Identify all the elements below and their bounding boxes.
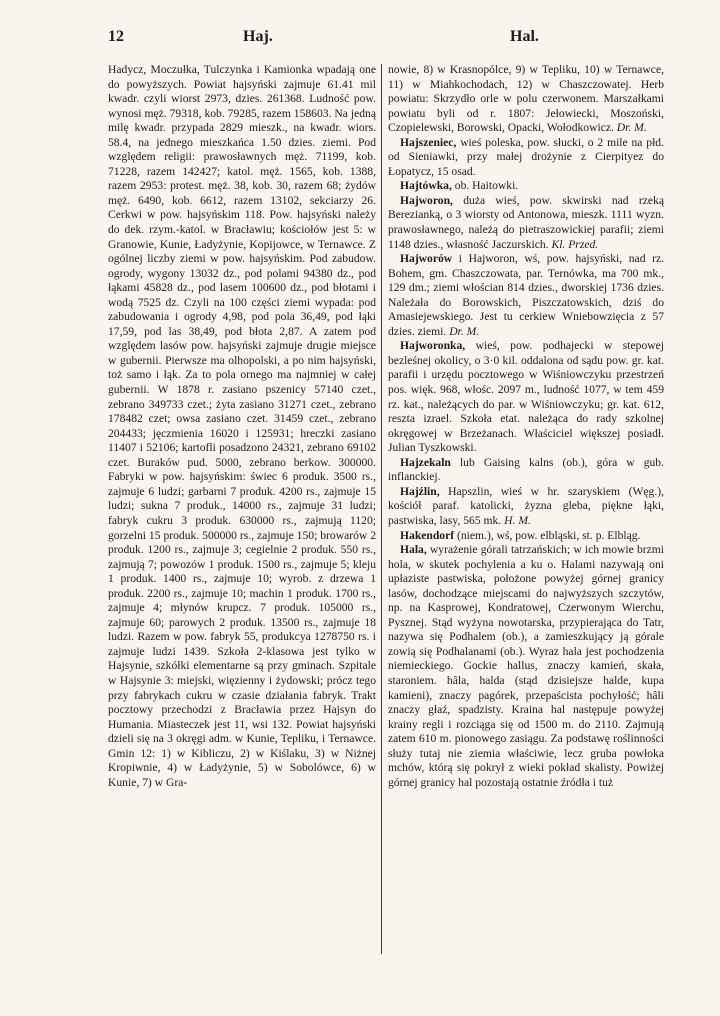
dictionary-entry [388, 63, 664, 136]
entry-text: wieś poleska, pow. słucki, o 2 mile na płd. od Sieniawki, przy małej drożynie z Cierpityez do Łopatycz, 15 osad. [388, 135, 664, 178]
entry-signature: Dr. M. [616, 121, 647, 135]
dictionary-entry [388, 136, 664, 180]
dictionary-entry [388, 252, 664, 339]
entry-term: Hajworon, [400, 193, 453, 207]
entry-text: ob. Haitowki. [454, 179, 519, 193]
entry-term: Hajtówka, [400, 179, 452, 193]
page-header [108, 28, 668, 52]
left-paragraph: Hadycz, Moczułka, Tulczynka i Kamionka wpadają one do powyższych. Powiat hajsyński zajmuje 61.41 mil kwadr. czyli wiorst 2973, dzies. 261368. Ludność pow. wynosi męż. 79318, kob. 79285, razem 158603. Na jedną milę kwadr. przypada 2829 mieszk., na kwadr. wiors. 58.4, na jednego mieszkańca 1.50 dzies. ziemi. Pod względem religii: prawosławnych męż. 71199, kob. 71228, razem 142427; katol. męż. 1565, kob. 1388, razem 2953: protest. męż. 38, kob. 30, razem 68; żydów męż. 6490, kob. 6612, razem 13102, sekciarzy 26. Cerkwi w pow. hajsyńskim 118. Pow. hajsyński należy do dek. rzym.-katol. w Bracławiu; kościołów jest 5: w Granowie, Kunie, Ładyżynie, Kopijowce, w Ternawce. Z ogólnej liczby ziemi w pow. hajsyńskim. Pod zabudow. ogrody, wygony 13032 dz., pod polami 94380 dz., pod łąkami 45828 dz., pod lasem 100600 dz., pod błotami i wodą 7525 dz. Czyli na 100 części ziemi wypada: pod zabudowania i ogrody 4,98, pod pola 36,49, pod łąki 17,59, pod las 38,49, pod błota 2,87. A zatem pod względem lasów pow. hajsyński zajmuje drugie miejsce w gubernii. Pierwsze ma olhopolski, a po nim hajsyński, toż samo i łąk. Za to pola ornego ma najmniej w całej gubernii. W 1878 r. zasiano pszenicy 57140 czet., zebrano 349733 czet.; żyta zasiano 31271 czet., zebrano 178482 czet; owsa zasiano czet. 31459 czet., zebrano 204433; jęczmienia 16020 i 125931; hreczki zasiano 11407 i 52106; kartofli posadzono 24321, zebrano 69102 czet. Buraków pud. 5000, zebrano berkow. 300000. Fabryki w pow. hajsyńskim: świec 6 produk. 3500 rs., zajmuje 6 ludzi; garbarni 7 produk. 4200 rs., zajmuje 15 ludzi; sukna 7 produk., 14000 rs., zajmuje 31 ludzi; fabryk cukru 3 produk. 630000 rs., zajmują 1120; gorzelni 15 produk. 500000 rs., zajmuje 150; browarów 2 produk. 1200 rs., zajmuje 3; cegielnie 2 produk. 550 rs., zajmują 7; powozów 1 produk. 1500 rs., zajmuje 5; kleju 1 produk. 1400 rs., zajmuje 10; wyrob. z drzewa 1 produk. 2200 rs., zajmuje 10; machin 1 produk. 1700 rs., zajmuje 4; młynów krupcz. 7 produk. 105000 rs., zajmuje 60; parowych 2 produk. 13500 rs., zajmuje 18 ludzi. Razem w pow. fabryk 55, produkcya 1278750 rs. i zajmuje ludzi 1439. Szkoła 2-klasowa jest tylko w Hajsynie, szkółki elementarne są przy gminach. Szpitale w Hajsynie 3: miejski, więzienny i żydowski; prócz tego przy fabrykach cukru w czasie działania fabryk. Trakt pocztowy przechodzi z Bracławia przez Hajsyn do Humania. Miasteczek jest 11, wsi 132. Powiat hajsyński dzieli się na 3 okręgi adm. w Kunie, Tepliku, i Ternawce. Gmin 12: 1) w Kibliczu, 2) w Kiślaku, 3) w Niżnej Kropiwnie, 4) w Ładyżynie, 5) w Sobolówce, 6) w Kunie, 7) w Gra- [108, 63, 376, 789]
entry-term: Hajworów [400, 252, 453, 266]
entry-text: Hapszlin, wieś w hr. szaryskiem (Węg.), kościół paraf. katolicki, żyzna gleba, piękne łąki, pastwiska, lasy, 565 mk. [388, 484, 664, 527]
entry-term: Hajszeniec, [400, 135, 457, 149]
entry-text: lub Gaising kalns (ob.), góra w gub. inflanckiej. [388, 455, 664, 484]
dictionary-entry [388, 194, 664, 252]
entry-text: nowie, 8) w Krasnopólce, 9) w Tepliku, 10) w Ternawce, 11) w Miahkochodach, 12) w Chaszczowatej. Herb powiatu: Skrzydło orle w polu czerwonem. Marszałkami powiatu byli od r. 1807: Jełowiecki, Moszoński, Czopielewski, Borowski, Opacki, Wołodkowicz. [388, 63, 664, 135]
entry-term: Hajworonka, [400, 339, 466, 353]
entry-signature: Dr. M. [449, 324, 480, 338]
entry-text: wieś, pow. podhajecki w stepowej bezleśnej okolicy, o 3·0 kil. oddalona od sądu pow. gr. kat. parafii i urzędu pocztowego w Wiśniowczyku przestrzeń pos. więk. 968, włośc. 2097 m., ludność 1077, w tem 459 rz. kat., należących do par. w Wiśniowczyku; gr. kat. 612, reszta izrael. Szkoła etat. należąca do rady szkolnej okręgowej w Brzeżanach. Właściciel większej posiadł. Julian Tyszkowski. [388, 339, 664, 455]
running-head-right: Hal. [510, 28, 539, 45]
dictionary-entry [388, 529, 664, 544]
entry-text: duża wieś, pow. skwirski nad rzeką Berezianką, o 3 wiorsty od Antonowa, mieszk. 1111 wyzn. prawosławnego, należą do pietraszowickiej parafii; ziemi 1148 dzies., własność Jaczurskich. [388, 193, 664, 251]
entry-term: Hakendorf [400, 528, 455, 542]
left-column [108, 63, 376, 963]
entry-signature: H. M. [504, 513, 531, 527]
entry-text: (niem.), wś, pow. elbląski, st. p. Elbląg. [457, 528, 641, 542]
entry-text: i Hajworon, wś, pow. hajsyński, nad rz. Bohem, gm. Chaszczowata, par. Ternówka, ma 700 mk., 129 dm.; ziemi włościan 814 dzies., dworskiej 1736 dzies. Należała do Borowskich, Piszczatowskich, dziś do Amasiejewskiego. Jest tu cerkiew Wniebowzięcia z 57 dzies. ziemi. [388, 252, 664, 338]
running-head-left: Haj. [243, 28, 273, 45]
dictionary-entry [388, 339, 664, 455]
page-number: 12 [108, 28, 124, 45]
entry-term: Hajźlin, [400, 484, 440, 498]
column-rule [381, 64, 382, 954]
dictionary-entry [388, 543, 664, 790]
entry-term: Hala, [400, 543, 427, 557]
entry-text: wyrażenie górali tatrzańskich; w ich mowie brzmi hola, w skutek pochylenia a ku o. Halami nazywają oni upłaziste pastwiska, położone powyżej górnej granicy lasów, dochodzące miejscami do najwyższych szczytów, np. na Kasprowej, Kondratowej, Czerwonym Wierchu, Pysznej. Stąd wyżyna nowotarska, przypierająca do Tatr, nazywa się Podhalem (ob.), a zamieszkujący ją górale zowią się Podhalanami (ob.). Wyraz hala jest pochodzenia niemieckiego. Gockie hallus, znaczy kamień, skała, staroniem. hâla, halda (stąd dzisiejsze halde, kupa kamieni), znaczy pagórek, przepaścista pochyłość; hâli znaczy głaź, spadzisty. Kraina hal następuje powyżej krainy regli i rozciąga się od 1500 m. do 2110. Zajmują zatem 610 m. pionowego zasiągu. Za podstawę roślinności służy tutaj nie ziemia właściwie, lecz gruba powłoka mchów, którą się pokrył z wieki pokład skalisty. Powiżej górnej granicy hal pozostają ostatnie źródła i tuż [388, 543, 664, 789]
dictionary-entry [388, 179, 664, 194]
entry-term: Hajzekaln [400, 455, 451, 469]
right-column [388, 63, 664, 963]
dictionary-entry [388, 456, 664, 485]
entry-signature: Kl. Przed. [551, 237, 599, 251]
dictionary-entry [388, 485, 664, 529]
